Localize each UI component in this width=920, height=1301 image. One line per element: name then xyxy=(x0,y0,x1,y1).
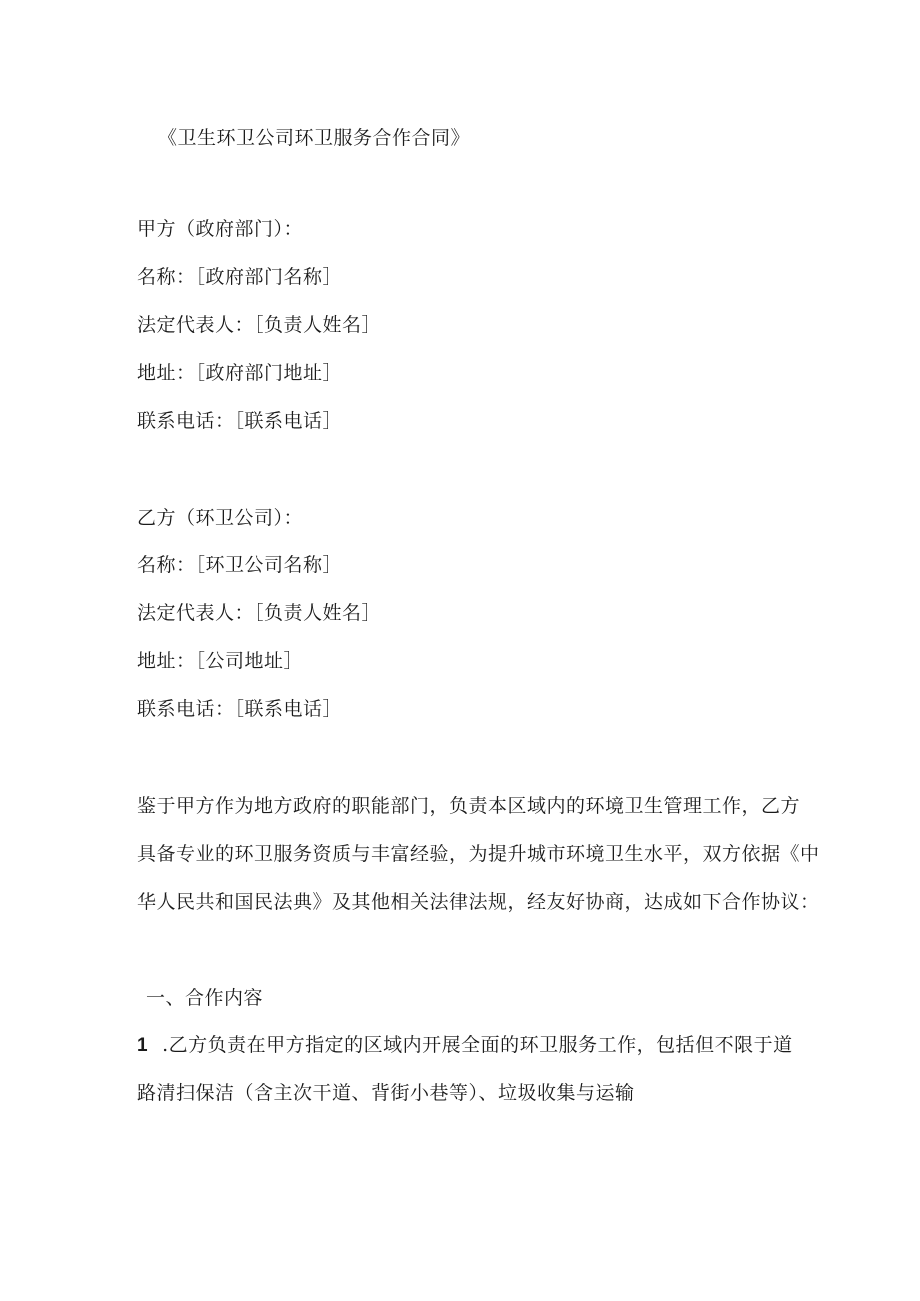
party-b-name: 名称：［环卫公司名称］ xyxy=(137,554,343,576)
document-title: 《卫生环卫公司环卫服务合作合同》 xyxy=(158,127,471,149)
party-a-address: 地址：［政府部门地址］ xyxy=(137,362,343,384)
party-a-representative: 法定代表人：［负责人姓名］ xyxy=(137,314,382,336)
preamble-line: 华人民共和国民法典》及其他相关法律法规，经友好协商，达成如下合作协议： xyxy=(137,891,820,913)
party-b-phone: 联系电话：［联系电话］ xyxy=(137,698,343,720)
clause-text-continued: 路清扫保洁（含主次干道、背街小巷等）、垃圾收集与运输 xyxy=(137,1082,635,1104)
party-a-header: 甲方（政府部门）： xyxy=(137,218,304,240)
clause-number: 1 xyxy=(137,1035,149,1056)
party-a-phone: 联系电话：［联系电话］ xyxy=(137,410,343,432)
party-b-representative: 法定代表人：［负责人姓名］ xyxy=(137,602,382,624)
party-b-header: 乙方（环卫公司）： xyxy=(137,507,304,529)
clause-item xyxy=(137,1033,793,1058)
clause-text: .乙方负责在甲方指定的区域内开展全面的环卫服务工作，包括但不限于道 xyxy=(162,1034,793,1056)
party-a-name: 名称：［政府部门名称］ xyxy=(137,266,343,288)
section-heading: 一、合作内容 xyxy=(146,987,264,1009)
preamble-line: 鉴于甲方作为地方政府的职能部门，负责本区域内的环境卫生管理工作，乙方 xyxy=(137,795,801,817)
party-b-address: 地址：［公司地址］ xyxy=(137,650,304,672)
preamble-line: 具备专业的环卫服务资质与丰富经验，为提升城市环境卫生水平，双方依据《中 xyxy=(137,843,820,865)
